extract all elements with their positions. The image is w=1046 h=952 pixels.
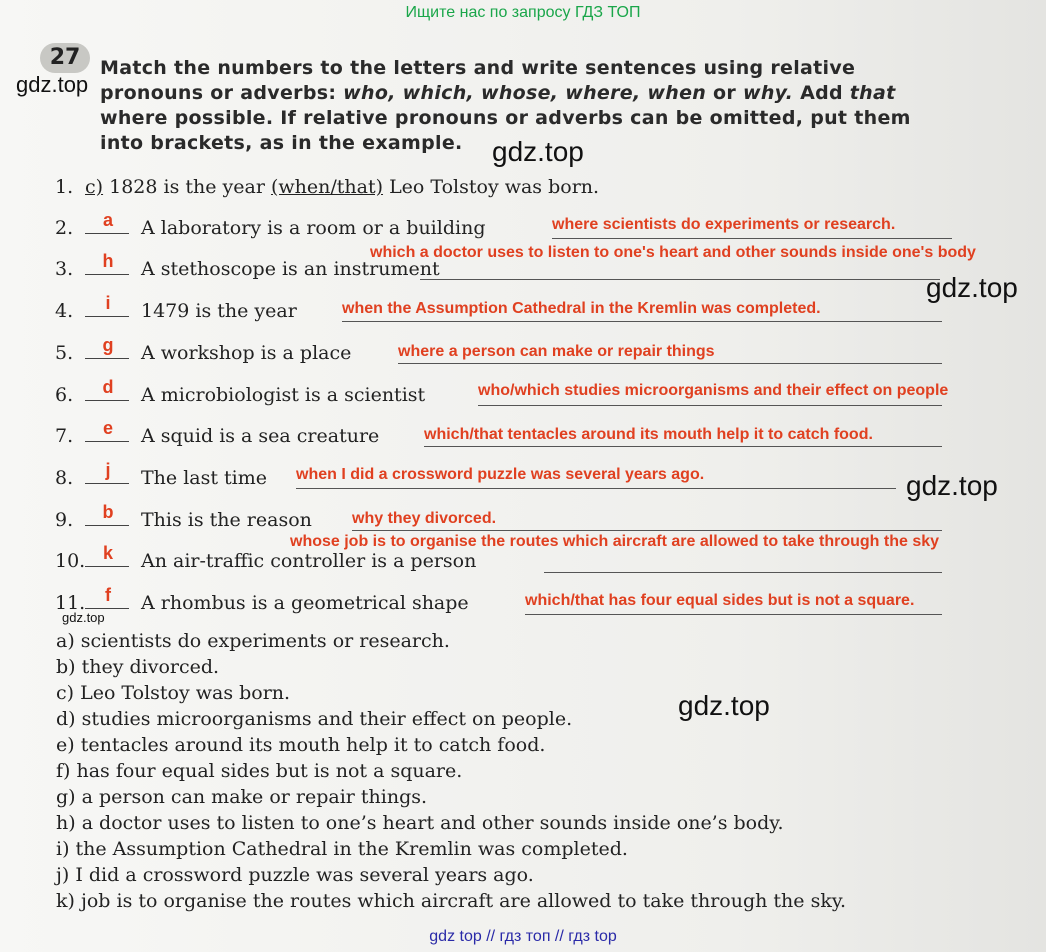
- clause-option: h) a doctor uses to listen to one’s heart and other sounds inside one’s body.: [56, 812, 784, 834]
- answer-letter: e: [102, 418, 113, 438]
- watermark: gdz.top: [492, 136, 584, 167]
- example-letter: c): [85, 176, 104, 198]
- item-number: 8.: [55, 467, 74, 489]
- item-stem: A rhombus is a geometrical shape: [141, 592, 469, 614]
- answer-letter: g: [102, 335, 114, 355]
- answer-clause: when I did a crossword puzzle was several years ago.: [296, 466, 705, 483]
- answer-clause: which/that tentacles around its mouth help it to catch food.: [424, 426, 873, 443]
- clause-option: g) a person can make or repair things.: [56, 786, 428, 808]
- item-stem: An air-traffic controller is a person: [141, 550, 477, 572]
- watermark: gdz.top: [678, 690, 770, 721]
- item-number: 6.: [55, 384, 74, 406]
- answer-clause: why they divorced.: [352, 510, 497, 527]
- answer-letter: j: [105, 460, 111, 480]
- item-stem: A workshop is a place: [141, 342, 352, 364]
- item-number: 3.: [55, 258, 74, 280]
- bottom-banner[interactable]: gdz top // гдз топ // гдз top: [429, 928, 617, 945]
- item-number: 1.: [55, 176, 74, 198]
- answer-line: [424, 446, 942, 447]
- answer-clause: which a doctor uses to listen to one's heart and other sounds inside one's body: [370, 244, 976, 261]
- answer-clause: where scientists do experiments or research.: [552, 216, 896, 233]
- example-ending: Leo Tolstoy was born.: [389, 176, 600, 198]
- answer-clause: where a person can make or repair things: [398, 343, 715, 360]
- answer-line: [525, 614, 942, 615]
- item-number: 9.: [55, 509, 74, 531]
- item-stem: This is the reason: [141, 509, 312, 531]
- exercise-number-badge: 27: [40, 43, 90, 73]
- item-stem: A stethoscope is an instrument: [141, 258, 440, 280]
- clause-option: a) scientists do experiments or research.: [56, 630, 450, 652]
- item-number: 10.: [55, 550, 86, 572]
- watermark: gdz.top: [62, 610, 105, 625]
- watermark: gdz.top: [906, 470, 998, 501]
- answer-letter: k: [102, 543, 113, 563]
- answer-line: [296, 488, 896, 489]
- answer-line: [552, 238, 952, 239]
- item-stem: A squid is a sea creature: [141, 425, 380, 447]
- item-number: 4.: [55, 300, 74, 322]
- item-number: 11.: [55, 592, 86, 614]
- item-stem: A laboratory is a room or a building: [141, 217, 486, 239]
- clause-option: i) the Assumption Cathedral in the Kremlin was completed.: [56, 838, 628, 860]
- clause-option: b) they divorced.: [56, 656, 220, 678]
- answer-line: [544, 572, 942, 573]
- item-stem: 1479 is the year: [141, 300, 297, 322]
- watermark: gdz.top: [926, 272, 1018, 303]
- item-number: 5.: [55, 342, 74, 364]
- answer-letter: f: [105, 585, 111, 605]
- clause-option: e) tentacles around its mouth help it to catch food.: [56, 734, 546, 756]
- answer-letter: d: [102, 377, 114, 397]
- answer-line: [398, 363, 942, 364]
- watermark: gdz.top: [16, 72, 89, 97]
- example-stem: 1828 is the year: [109, 176, 265, 198]
- clause-option: k) job is to organise the routes which aircraft are allowed to take through the sky.: [56, 890, 847, 912]
- clause-option: f) has four equal sides but is not a square.: [56, 760, 463, 782]
- answer-letter: b: [102, 502, 114, 522]
- answer-line: [420, 279, 940, 280]
- clause-option: c) Leo Tolstoy was born.: [56, 682, 291, 704]
- item-number: 2.: [55, 217, 74, 239]
- answer-letter: i: [105, 293, 111, 313]
- answer-line: [342, 321, 942, 322]
- exercise-instructions: Match the numbers to the letters and write sentences using relative pronouns or adverbs: who, which, whose, where, when or why. Add that where possible. If relative pronouns or adverbs can be omitted, put them into brackets, as in the example.: [100, 57, 911, 154]
- item-stem: The last time: [141, 467, 267, 489]
- answer-line: [352, 530, 942, 531]
- answer-letter: h: [102, 251, 114, 271]
- answer-line: [478, 405, 942, 406]
- item-stem: A microbiologist is a scientist: [141, 384, 426, 406]
- top-banner[interactable]: Ищите нас по запросу ГДЗ ТОП: [405, 4, 641, 21]
- item-number: 7.: [55, 425, 74, 447]
- answer-clause: whose job is to organise the routes which aircraft are allowed to take through the sky: [290, 533, 940, 550]
- answer-clause: when the Assumption Cathedral in the Kremlin was completed.: [342, 300, 821, 317]
- example-choice: (when/that): [270, 176, 384, 198]
- clause-option: d) studies microorganisms and their effect on people.: [56, 708, 573, 730]
- answer-clause: who/which studies microorganisms and their effect on people: [478, 382, 949, 399]
- answer-letter: a: [102, 210, 113, 230]
- answer-clause: which/that has four equal sides but is not a square.: [525, 592, 915, 609]
- clause-option: j) I did a crossword puzzle was several years ago.: [56, 864, 534, 886]
